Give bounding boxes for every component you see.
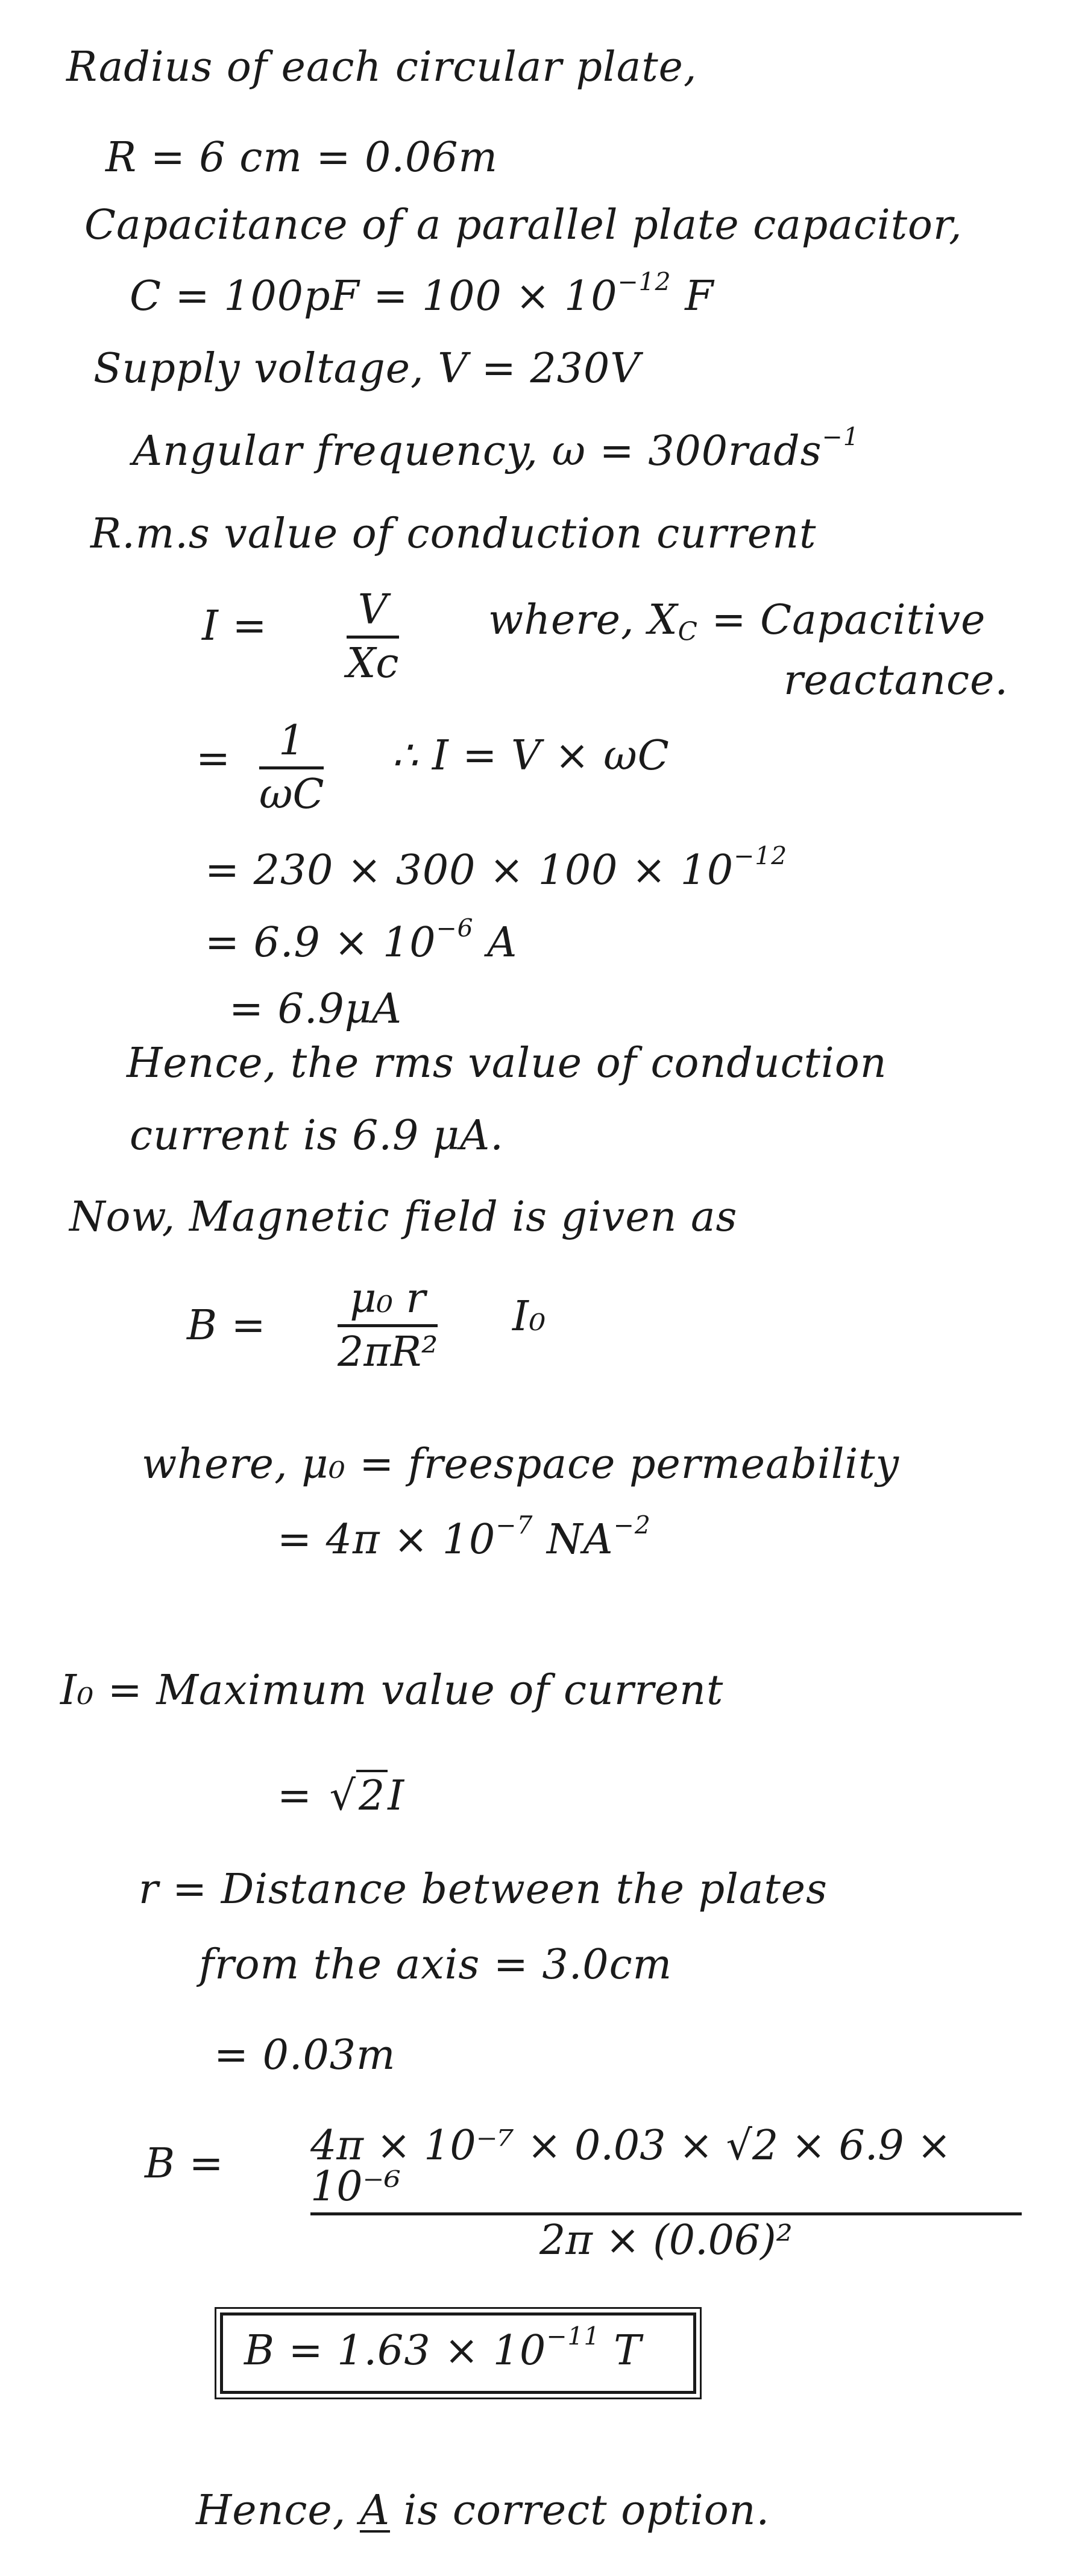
- reactance-word: reactance.: [784, 657, 1008, 704]
- fraction-denominator: Xc: [347, 640, 399, 687]
- hence-line-2: current is 6.9 μA.: [130, 1112, 504, 1160]
- final-lhs: B =: [145, 2140, 224, 2188]
- fraction-numerator: μ₀ r: [350, 1275, 426, 1322]
- correct-option-letter: A: [359, 2487, 391, 2534]
- magnetic-field-heading: Now, Magnetic field is given as: [69, 1193, 738, 1241]
- distance-value: from the axis = 3.0cm: [199, 1941, 673, 1989]
- permeability-definition: where, μ₀ = freespace permeability: [142, 1441, 900, 1488]
- distance-metres: = 0.03m: [214, 2031, 396, 2079]
- max-current-value: = √2I: [277, 1776, 404, 1817]
- current-result: = $6.9 \times 10^{-6}$ A: [205, 914, 518, 967]
- conclusion: Hence, A is correct option.: [196, 2487, 770, 2534]
- current-fraction: [347, 586, 399, 687]
- fraction-denominator: ωC: [259, 771, 324, 818]
- fraction-numerator: 4π × 10⁻⁷ × 0.03 × √2 × 6.9 × 10⁻⁶: [310, 2122, 952, 2211]
- capacitance-heading: Capacitance of a parallel plate capacitor,: [84, 201, 963, 249]
- fraction-numerator: V: [357, 586, 388, 634]
- field-current: I₀: [512, 1293, 547, 1340]
- fraction-denominator: 2πR²: [338, 1328, 438, 1376]
- rms-heading: R.m.s value of conduction current: [90, 510, 817, 558]
- current-lhs: I =: [202, 602, 268, 650]
- fraction-denominator: 2π × (0.06)²: [539, 2217, 793, 2264]
- capacitance-value: $C = 100pF = 100 \times 10^{-12}$ F: [130, 267, 714, 320]
- distance-definition: r = Distance between the plates: [139, 1866, 828, 1913]
- angular-frequency: Angular frequency, ω = 300rads$^{-1}$: [133, 422, 860, 475]
- permeability-value: = $4\pi \times 10^{-7}$ $NA^{-2}$: [277, 1511, 651, 1564]
- current-substitution: = $230 \times 300 \times 100 \times 10^{-12}$: [205, 841, 788, 894]
- radius-value: R = 6 cm = 0.06m: [105, 134, 498, 182]
- field-lhs: B =: [187, 1302, 266, 1350]
- inverse-fraction: [259, 717, 324, 818]
- hence-line-1: Hence, the rms value of conduction: [127, 1040, 887, 1087]
- field-fraction: [338, 1275, 438, 1376]
- radius-heading: Radius of each circular plate,: [66, 43, 697, 91]
- current-formula: ∴ I = V × ωC: [392, 732, 670, 780]
- supply-voltage: Supply voltage, V = 230V: [93, 345, 641, 393]
- current-micro: = 6.9μA: [229, 985, 403, 1033]
- reactance-definition: where, $X_C$ = Capacitive: [488, 596, 986, 646]
- final-fraction: [310, 2122, 1022, 2264]
- fraction-numerator: 1: [278, 717, 305, 765]
- final-answer: $B = 1.63 \times 10^{-11}$ T: [244, 2322, 642, 2375]
- max-current-definition: I₀ = Maximum value of current: [60, 1667, 724, 1714]
- step-eq: =: [196, 735, 231, 783]
